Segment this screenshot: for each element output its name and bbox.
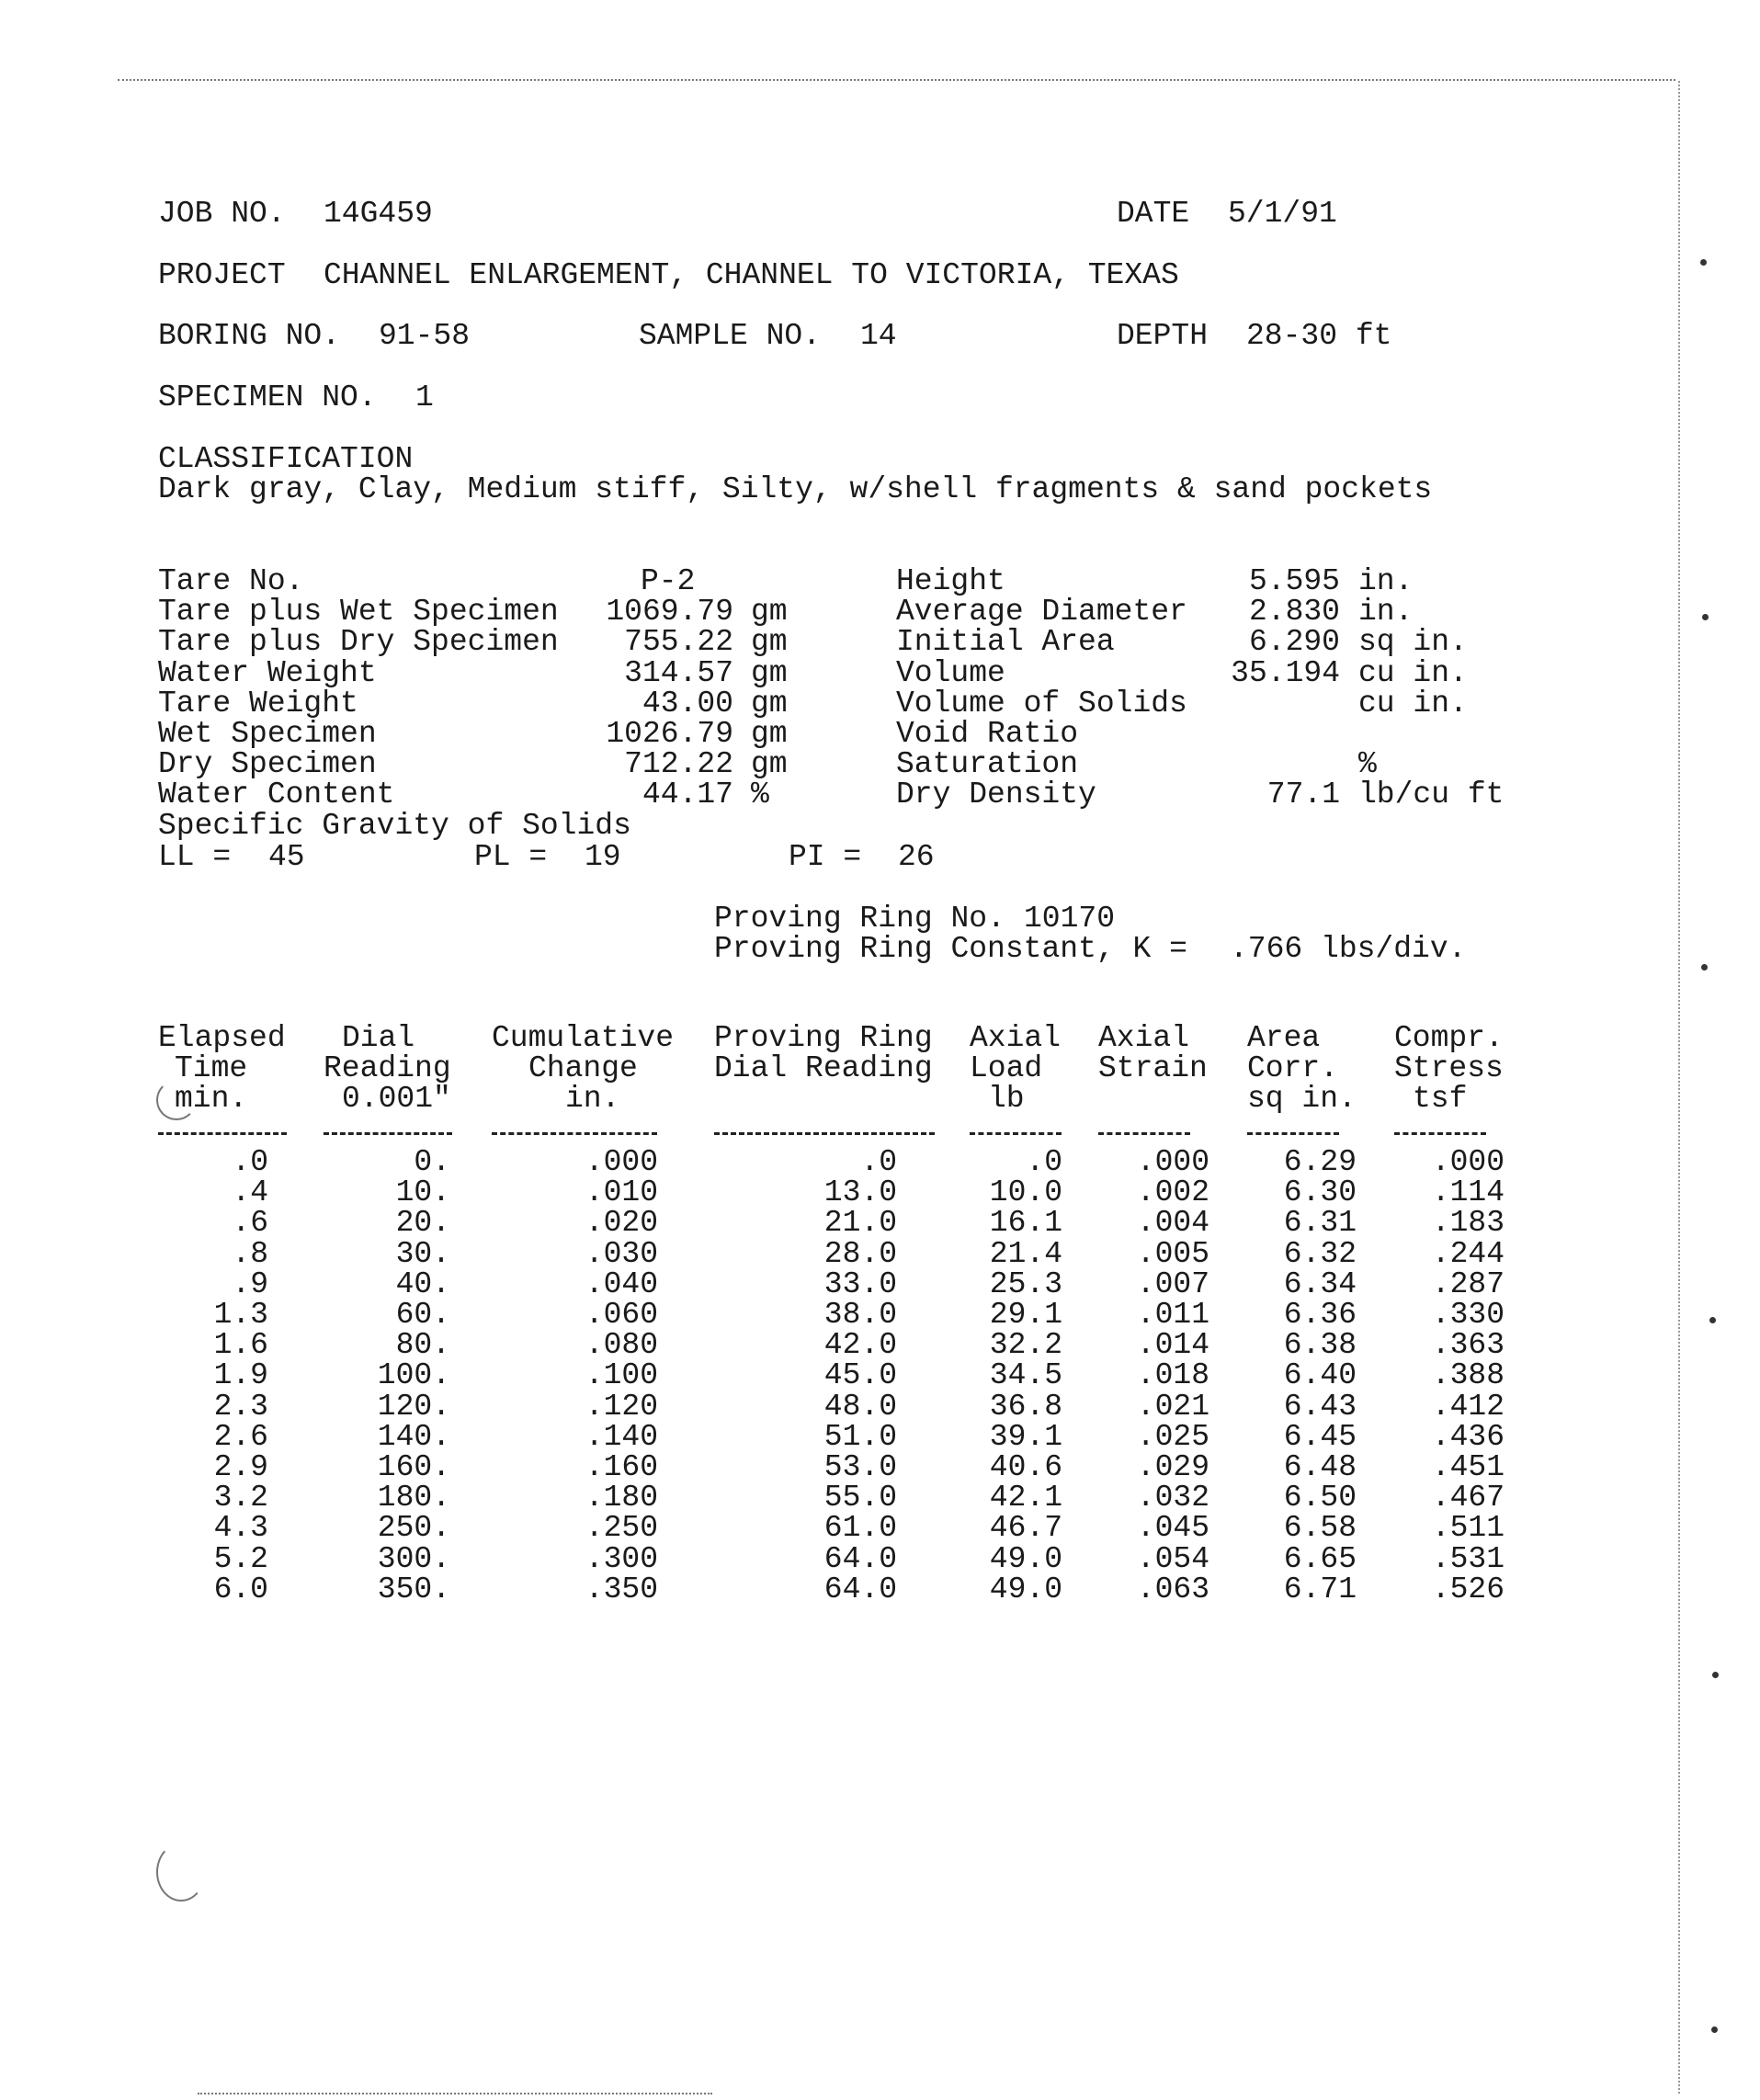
project-value: CHANNEL ENLARGEMENT, CHANNEL TO VICTORIA, TEXAS: [324, 258, 1179, 292]
specimen-field-unit: %: [1358, 747, 1377, 782]
header-underline: [970, 1132, 1062, 1135]
specimen-number-value: 1: [415, 380, 434, 414]
table-cell: 6.40: [1283, 1358, 1357, 1393]
table-cell: 6.38: [1283, 1328, 1357, 1363]
column-header: min.: [175, 1082, 248, 1117]
table-cell: 6.34: [1283, 1266, 1357, 1301]
table-cell: 6.32: [1283, 1236, 1357, 1271]
bottom-border-line: [198, 2093, 712, 2094]
table-cell: 36.8: [989, 1389, 1062, 1424]
table-cell: 300.: [377, 1541, 450, 1576]
table-cell: .531: [1431, 1541, 1505, 1576]
table-cell: 46.7: [989, 1511, 1062, 1546]
table-cell: 55.0: [823, 1481, 897, 1515]
specimen-field-unit: gm: [751, 717, 788, 751]
column-header: Elapsed: [158, 1021, 286, 1055]
table-cell: 6.48: [1283, 1450, 1357, 1484]
sample-number-value: 14: [860, 319, 897, 353]
table-cell: .014: [1136, 1328, 1209, 1363]
table-cell: 29.1: [989, 1298, 1062, 1332]
specimen-field-unit: cu in.: [1358, 686, 1468, 721]
table-cell: 10.: [395, 1175, 450, 1210]
column-header: tsf: [1413, 1082, 1468, 1117]
table-cell: .6: [232, 1206, 268, 1241]
table-cell: 28.0: [823, 1236, 897, 1271]
table-cell: 6.36: [1283, 1298, 1357, 1332]
column-header: Cumulative: [492, 1021, 675, 1055]
table-cell: .011: [1136, 1298, 1209, 1332]
liquid-limit-label: LL =: [158, 840, 232, 874]
plasticity-index-value: 26: [898, 840, 935, 874]
table-cell: .467: [1431, 1481, 1505, 1515]
table-cell: .183: [1431, 1206, 1505, 1241]
table-cell: .244: [1431, 1236, 1505, 1271]
specimen-field-unit: gm: [751, 625, 788, 660]
column-header: Axial: [970, 1021, 1062, 1055]
table-cell: .120: [585, 1389, 658, 1424]
specimen-field-label: Tare plus Wet Specimen: [158, 595, 559, 630]
specimen-field-unit: gm: [751, 655, 788, 690]
specimen-field-value: 5.595: [1248, 564, 1340, 598]
column-header: Time: [175, 1051, 248, 1086]
scan-speck: [1712, 1672, 1719, 1678]
table-cell: .0: [1026, 1145, 1062, 1179]
proving-ring-constant-value: .766 lbs/div.: [1230, 932, 1467, 966]
table-cell: 6.0: [213, 1572, 268, 1606]
specimen-field-label: Dry Density: [896, 778, 1096, 812]
table-cell: 21.4: [989, 1236, 1062, 1271]
table-cell: 10.0: [989, 1175, 1062, 1210]
table-cell: 30.: [395, 1236, 450, 1271]
table-cell: 32.2: [989, 1328, 1062, 1363]
table-cell: 64.0: [823, 1572, 897, 1606]
table-cell: 2.6: [213, 1419, 268, 1454]
plastic-limit-value: 19: [585, 840, 621, 874]
table-cell: .045: [1136, 1511, 1209, 1546]
specimen-field-unit: gm: [751, 595, 788, 630]
specimen-field-value: 6.290: [1248, 625, 1340, 660]
scan-speck: [1700, 259, 1707, 266]
specimen-field-value: 314.57: [624, 655, 733, 690]
specimen-field-unit: gm: [751, 747, 788, 782]
specimen-field-label: Saturation: [896, 747, 1079, 782]
specimen-field-label: Initial Area: [896, 625, 1115, 660]
specimen-field-value: 43.00: [642, 686, 733, 721]
table-cell: .000: [1431, 1145, 1505, 1179]
column-header: Area: [1247, 1021, 1321, 1055]
table-cell: .060: [585, 1298, 658, 1332]
scan-speck: [1702, 614, 1709, 620]
table-cell: .021: [1136, 1389, 1209, 1424]
table-cell: .300: [585, 1541, 658, 1576]
depth-value: 28-30 ft: [1246, 319, 1392, 353]
specimen-field-label: Specific Gravity of Solids: [158, 808, 631, 843]
table-cell: .287: [1431, 1266, 1505, 1301]
table-cell: .063: [1136, 1572, 1209, 1606]
proving-ring-number-label: Proving Ring No.: [714, 902, 1005, 936]
table-cell: .000: [1136, 1145, 1209, 1179]
table-cell: 38.0: [823, 1298, 897, 1332]
table-cell: 33.0: [823, 1266, 897, 1301]
specimen-field-value: 35.194: [1231, 655, 1340, 690]
table-cell: 140.: [377, 1419, 450, 1454]
header-underline: [324, 1132, 452, 1135]
table-cell: 39.1: [989, 1419, 1062, 1454]
table-cell: 6.58: [1283, 1511, 1357, 1546]
table-cell: 6.31: [1283, 1206, 1357, 1241]
scan-speck: [1701, 964, 1708, 971]
column-header: Change: [528, 1051, 638, 1086]
column-header: Axial: [1098, 1021, 1190, 1055]
table-cell: 0.: [414, 1145, 450, 1179]
sample-number-label: SAMPLE NO.: [639, 319, 822, 353]
specimen-field-label: Wet Specimen: [158, 717, 377, 751]
specimen-field-unit: gm: [751, 686, 788, 721]
right-border-line: [1678, 81, 1680, 2094]
table-cell: .032: [1136, 1481, 1209, 1515]
header-underline: [1394, 1132, 1486, 1135]
specimen-field-unit: in.: [1358, 595, 1414, 630]
table-cell: .9: [232, 1266, 268, 1301]
header-underline: [158, 1132, 287, 1135]
specimen-field-value: 1026.79: [606, 717, 733, 751]
boring-number-value: 91-58: [379, 319, 471, 353]
top-border-line: [118, 79, 1675, 81]
table-cell: .010: [585, 1175, 658, 1210]
table-cell: .0: [860, 1145, 897, 1179]
table-cell: 3.2: [213, 1481, 268, 1515]
table-cell: 1.6: [213, 1328, 268, 1363]
pencil-mark: [156, 1843, 206, 1901]
table-cell: 5.2: [213, 1541, 268, 1576]
table-cell: .412: [1431, 1389, 1505, 1424]
header-underline: [1247, 1132, 1339, 1135]
column-header: Load: [970, 1051, 1043, 1086]
table-cell: 2.9: [213, 1450, 268, 1484]
table-cell: .000: [585, 1145, 658, 1179]
specimen-field-label: Tare Weight: [158, 686, 358, 721]
table-cell: 80.: [395, 1328, 450, 1363]
column-header: Strain: [1098, 1051, 1208, 1086]
classification-value: Dark gray, Clay, Medium stiff, Silty, w/shell fragments & sand pockets: [158, 472, 1433, 506]
table-cell: 6.50: [1283, 1481, 1357, 1515]
proving-ring-number-value: 10170: [1024, 902, 1116, 936]
table-cell: 40.: [395, 1266, 450, 1301]
table-cell: .140: [585, 1419, 658, 1454]
job-number-label: JOB NO.: [158, 197, 286, 231]
table-cell: .018: [1136, 1358, 1209, 1393]
table-cell: 180.: [377, 1481, 450, 1515]
specimen-field-value: 1069.79: [606, 595, 733, 630]
specimen-field-value: P-2: [641, 564, 696, 598]
specimen-field-unit: sq in.: [1358, 625, 1468, 660]
project-label: PROJECT: [158, 258, 286, 292]
column-header: Dial: [342, 1021, 415, 1055]
header-underline: [492, 1132, 657, 1135]
table-cell: .040: [585, 1266, 658, 1301]
table-cell: 25.3: [989, 1266, 1062, 1301]
table-cell: 16.1: [989, 1206, 1062, 1241]
table-cell: 42.1: [989, 1481, 1062, 1515]
table-cell: 51.0: [823, 1419, 897, 1454]
table-cell: .388: [1431, 1358, 1505, 1393]
table-cell: 60.: [395, 1298, 450, 1332]
specimen-field-unit: %: [751, 778, 769, 812]
header-underline: [714, 1132, 935, 1135]
table-cell: 20.: [395, 1206, 450, 1241]
column-header: in.: [565, 1082, 620, 1117]
table-cell: 48.0: [823, 1389, 897, 1424]
table-cell: 6.43: [1283, 1389, 1357, 1424]
column-header: 0.001": [342, 1082, 451, 1117]
table-cell: .4: [232, 1175, 268, 1210]
table-cell: .030: [585, 1236, 658, 1271]
specimen-field-label: Tare plus Dry Specimen: [158, 625, 559, 660]
specimen-field-label: Water Weight: [158, 655, 377, 690]
specimen-field-unit: lb/cu ft: [1358, 778, 1505, 812]
table-cell: 45.0: [823, 1358, 897, 1393]
table-cell: 40.6: [989, 1450, 1062, 1484]
scan-speck: [1709, 1317, 1716, 1323]
table-cell: 4.3: [213, 1511, 268, 1546]
specimen-field-value: 712.22: [624, 747, 733, 782]
table-cell: 350.: [377, 1572, 450, 1606]
table-cell: .029: [1136, 1450, 1209, 1484]
table-cell: .180: [585, 1481, 658, 1515]
depth-label: DEPTH: [1117, 319, 1209, 353]
table-cell: 13.0: [823, 1175, 897, 1210]
table-cell: .002: [1136, 1175, 1209, 1210]
plasticity-index-label: PI =: [789, 840, 862, 874]
table-cell: .526: [1431, 1572, 1505, 1606]
specimen-number-label: SPECIMEN NO.: [158, 380, 377, 414]
classification-label: CLASSIFICATION: [158, 442, 414, 476]
table-cell: 61.0: [823, 1511, 897, 1546]
column-header: Stress: [1394, 1051, 1504, 1086]
table-cell: 64.0: [823, 1541, 897, 1576]
table-cell: .004: [1136, 1206, 1209, 1241]
proving-ring-constant-label: Proving Ring Constant, K =: [714, 932, 1187, 966]
table-cell: 250.: [377, 1511, 450, 1546]
table-cell: .025: [1136, 1419, 1209, 1454]
table-cell: .330: [1431, 1298, 1505, 1332]
table-cell: .100: [585, 1358, 658, 1393]
table-cell: 1.3: [213, 1298, 268, 1332]
table-cell: .114: [1431, 1175, 1505, 1210]
table-cell: .350: [585, 1572, 658, 1606]
specimen-field-label: Average Diameter: [896, 595, 1187, 630]
liquid-limit-value: 45: [268, 840, 305, 874]
table-cell: .005: [1136, 1236, 1209, 1271]
column-header: sq in.: [1247, 1082, 1357, 1117]
table-cell: .054: [1136, 1541, 1209, 1576]
specimen-field-value: 44.17: [642, 778, 733, 812]
table-cell: .363: [1431, 1328, 1505, 1363]
table-cell: .020: [585, 1206, 658, 1241]
specimen-field-label: Tare No.: [158, 564, 304, 598]
table-cell: .8: [232, 1236, 268, 1271]
specimen-field-value: 755.22: [624, 625, 733, 660]
table-cell: .451: [1431, 1450, 1505, 1484]
specimen-field-label: Void Ratio: [896, 717, 1079, 751]
specimen-field-label: Volume of Solids: [896, 686, 1187, 721]
header-underline: [1098, 1132, 1190, 1135]
specimen-field-label: Water Content: [158, 778, 395, 812]
column-header: Reading: [324, 1051, 451, 1086]
specimen-field-value: 77.1: [1266, 778, 1340, 812]
table-cell: 34.5: [989, 1358, 1062, 1393]
table-cell: .080: [585, 1328, 658, 1363]
column-header: lb: [988, 1082, 1025, 1117]
date-value: 5/1/91: [1228, 197, 1337, 231]
table-cell: .007: [1136, 1266, 1209, 1301]
boring-number-label: BORING NO.: [158, 319, 341, 353]
table-cell: 53.0: [823, 1450, 897, 1484]
table-cell: 6.71: [1283, 1572, 1357, 1606]
table-cell: .511: [1431, 1511, 1505, 1546]
specimen-field-unit: cu in.: [1358, 655, 1468, 690]
table-cell: 6.65: [1283, 1541, 1357, 1576]
specimen-field-label: Dry Specimen: [158, 747, 377, 782]
scan-speck: [1711, 2026, 1718, 2033]
plastic-limit-label: PL =: [474, 840, 548, 874]
table-cell: 42.0: [823, 1328, 897, 1363]
table-cell: 6.45: [1283, 1419, 1357, 1454]
table-cell: 49.0: [989, 1572, 1062, 1606]
table-cell: .0: [232, 1145, 268, 1179]
table-cell: 120.: [377, 1389, 450, 1424]
date-label: DATE: [1117, 197, 1190, 231]
specimen-field-label: Volume: [896, 655, 1005, 690]
specimen-field-label: Height: [896, 564, 1005, 598]
table-cell: 1.9: [213, 1358, 268, 1393]
column-header: Compr.: [1394, 1021, 1504, 1055]
table-cell: .160: [585, 1450, 658, 1484]
table-cell: 2.3: [213, 1389, 268, 1424]
table-cell: 21.0: [823, 1206, 897, 1241]
column-header: Corr.: [1247, 1051, 1339, 1086]
specimen-field-unit: in.: [1358, 564, 1414, 598]
specimen-field-value: 2.830: [1248, 595, 1340, 630]
table-cell: 6.30: [1283, 1175, 1357, 1210]
column-header: Proving Ring: [714, 1021, 933, 1055]
job-number-value: 14G459: [324, 197, 433, 231]
table-cell: 160.: [377, 1450, 450, 1484]
table-cell: .250: [585, 1511, 658, 1546]
column-header: Dial Reading: [714, 1051, 933, 1086]
table-cell: 6.29: [1283, 1145, 1357, 1179]
table-cell: .436: [1431, 1419, 1505, 1454]
table-cell: 100.: [377, 1358, 450, 1393]
table-cell: 49.0: [989, 1541, 1062, 1576]
